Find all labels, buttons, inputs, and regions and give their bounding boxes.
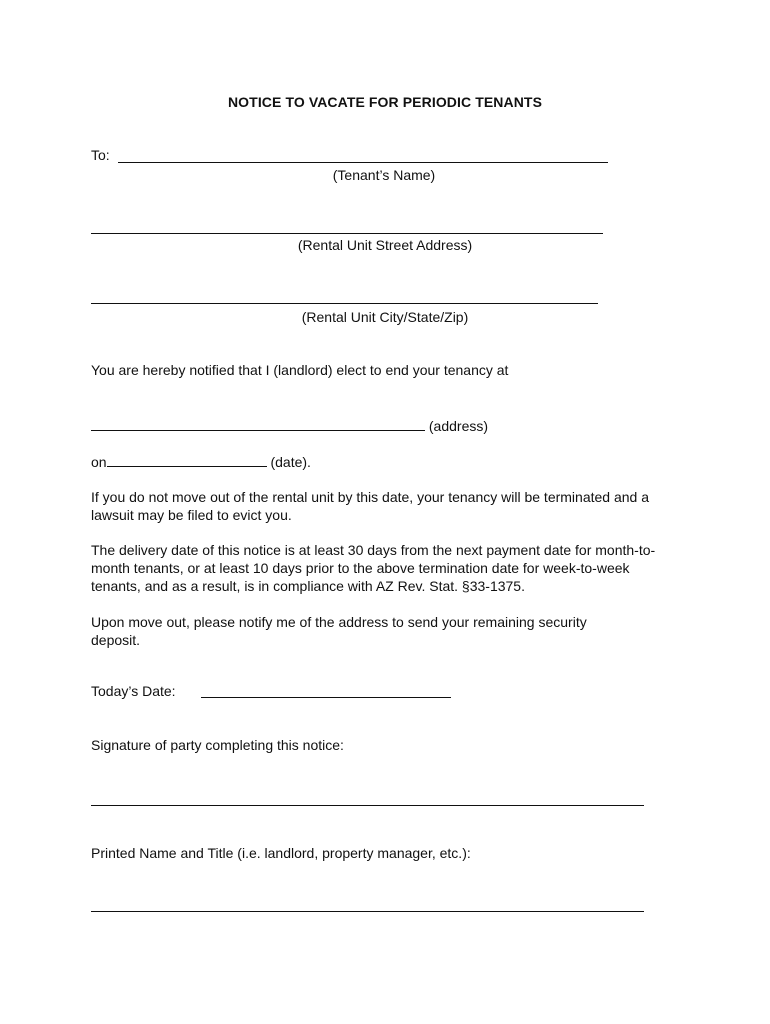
printed-name-label: Printed Name and Title (i.e. landlord, property manager, etc.): (91, 845, 471, 861)
address-row (91, 416, 488, 434)
tenant-name-line[interactable] (118, 162, 608, 163)
date-row (91, 452, 311, 470)
todays-date-line[interactable] (201, 697, 451, 698)
on-prefix: on (91, 454, 107, 470)
city-state-zip-line[interactable] (91, 303, 598, 304)
notice-intro-text: You are hereby notified that I (landlord) elect to end your tenancy at (91, 362, 509, 378)
to-label: To: (91, 147, 110, 163)
printed-name-line[interactable] (91, 911, 644, 912)
termination-date-line[interactable] (107, 452, 267, 467)
date-suffix: (date). (270, 454, 311, 470)
tenant-name-caption: (Tenant’s Name) (332, 167, 436, 183)
city-state-zip-caption: (Rental Unit City/State/Zip) (301, 309, 469, 325)
delivery-paragraph: The delivery date of this notice is at least 30 days from the next payment date for month-to-month tenants, or at least 10 days prior to the above termination date for week-to-week tenants, and as a result, is in compliance with AZ Rev. Stat. §33-1375. (91, 542, 656, 594)
signature-label: Signature of party completing this notice: (91, 737, 344, 753)
street-address-caption: (Rental Unit Street Address) (297, 237, 473, 253)
lawsuit-paragraph: If you do not move out of the rental unit by this date, your tenancy will be terminated and a lawsuit may be filed to evict you. (91, 489, 649, 523)
document-title: NOTICE TO VACATE FOR PERIODIC TENANTS (227, 94, 543, 110)
termination-address-line[interactable] (91, 416, 425, 431)
signature-line[interactable] (91, 805, 644, 806)
street-address-line[interactable] (91, 233, 603, 234)
deposit-paragraph: Upon move out, please notify me of the address to send your remaining security deposit. (91, 614, 587, 648)
address-suffix: (address) (428, 418, 489, 434)
todays-date-label: Today’s Date: (91, 683, 176, 699)
